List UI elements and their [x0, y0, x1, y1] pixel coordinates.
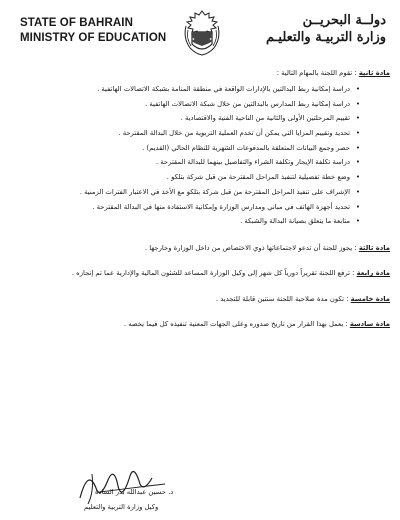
list-item: • تحديد وتقييم المزايا التي يمكن أن تخدم العملية التربوية من خلال البدالة المقترحة . [14, 128, 390, 140]
signatory-name: د. حسين عبدالله بدر السادة [95, 488, 174, 496]
english-state-name: STATE OF BAHRAIN [20, 17, 133, 29]
bullet-icon: • [355, 173, 360, 182]
bullet-icon: • [355, 158, 360, 167]
article-2-intro: : تقوم اللجنة بالمهام التالية : [276, 69, 359, 77]
bullet-icon: • [355, 217, 360, 226]
bullet-icon: • [355, 85, 360, 93]
article-4-text: : ترفع اللجنة تقريراً دورياً كل شهر إلى وكيل الوزارة المساعد للشئون المالية والإدارية عما تم إنجازه . [71, 269, 357, 278]
list-item: • الإشراف على تنفيذ المراحل المقترحة من قبل شركة بتلكو مع الأخذ في الاعتبار الفترات الزمنية . [14, 187, 390, 199]
committee-tasks-list [14, 84, 390, 228]
list-item: • تحديد أجهزة الهاتف في مباني ومدارس الوزارة وإمكانية الاستفادة منها في البدالة المقترحة . [14, 202, 390, 214]
bullet-icon: • [355, 143, 360, 152]
list-item: • متابعة ما يتعلق بصيانة البدالة والشبكة . [14, 216, 390, 228]
article-3 [14, 243, 390, 255]
list-item: • حصر وجمع البيانات المتعلقة بالمدفوعات الشهرية للنظام الحالي (القديم) . [14, 143, 390, 155]
bullet-icon: • [355, 114, 360, 123]
article-6 [14, 319, 390, 331]
list-item: • دراسة تكلفة الإيجار وتكلفة الشراء والتفاصيل بينهما للبدالة المقترحة . [14, 157, 390, 169]
list-item: • تقييم المرحلتين الأولى والثانية من الناحية الفنية والاقتصادية . [14, 113, 390, 125]
article-3-label: مادة ثالثة [358, 243, 390, 252]
article-2-label: مادة ثانية [358, 69, 390, 77]
signatory-title: وكيل وزارة التربية والتعليم [84, 503, 159, 511]
english-ministry-title [20, 16, 166, 46]
arabic-ministry-title [266, 12, 386, 46]
bullet-icon: • [355, 99, 360, 108]
article-6-label: مادة سادسة [349, 320, 390, 329]
letterhead [0, 8, 400, 60]
article-5 [14, 294, 390, 306]
article-2-heading [14, 68, 390, 81]
decree-body [14, 68, 390, 331]
article-3-text: : يجوز للجنة أن تدعو لاجتماعاتها ذوي الاختصاص من داخل الوزارة وخارجها . [144, 243, 359, 252]
arabic-ministry-name: وزارة التربيـة والتعليـم [265, 30, 386, 45]
arabic-state-name: دولــة البحريــن [302, 13, 386, 28]
bullet-icon: • [355, 187, 360, 196]
article-4 [14, 268, 390, 280]
list-item: • دراسة إمكانية ربط المدارس بالبدالتين من خلال شبكة الاتصالات الهاتفية . [14, 99, 390, 111]
article-5-text: : تكون مدة صلاحية اللجنة سنتين قابلة للتجديد . [215, 294, 351, 303]
bullet-icon: • [355, 129, 360, 138]
article-5-label: مادة خامسة [350, 294, 390, 303]
article-4-label: مادة رابعة [356, 269, 390, 278]
english-ministry-name: MINISTRY OF EDUCATION [20, 32, 167, 44]
list-item: • دراسة إمكانية ربط البدالتين بالإدارات الواقعة في منطقة المنامة بشبكة الاتصالات الهاتفية . [14, 84, 390, 96]
bahrain-emblem-icon [180, 8, 224, 56]
article-6-text: : يعمل بهذا القرار من تاريخ صدوره وعلى الجهات المعنية تنفيذه كل فيما يخصه . [123, 320, 350, 329]
list-item: • وضع خطة تفصيلية لتنفيذ المراحل المقترحة من قبل شركة بتلكو . [14, 172, 390, 184]
bullet-icon: • [355, 202, 360, 211]
